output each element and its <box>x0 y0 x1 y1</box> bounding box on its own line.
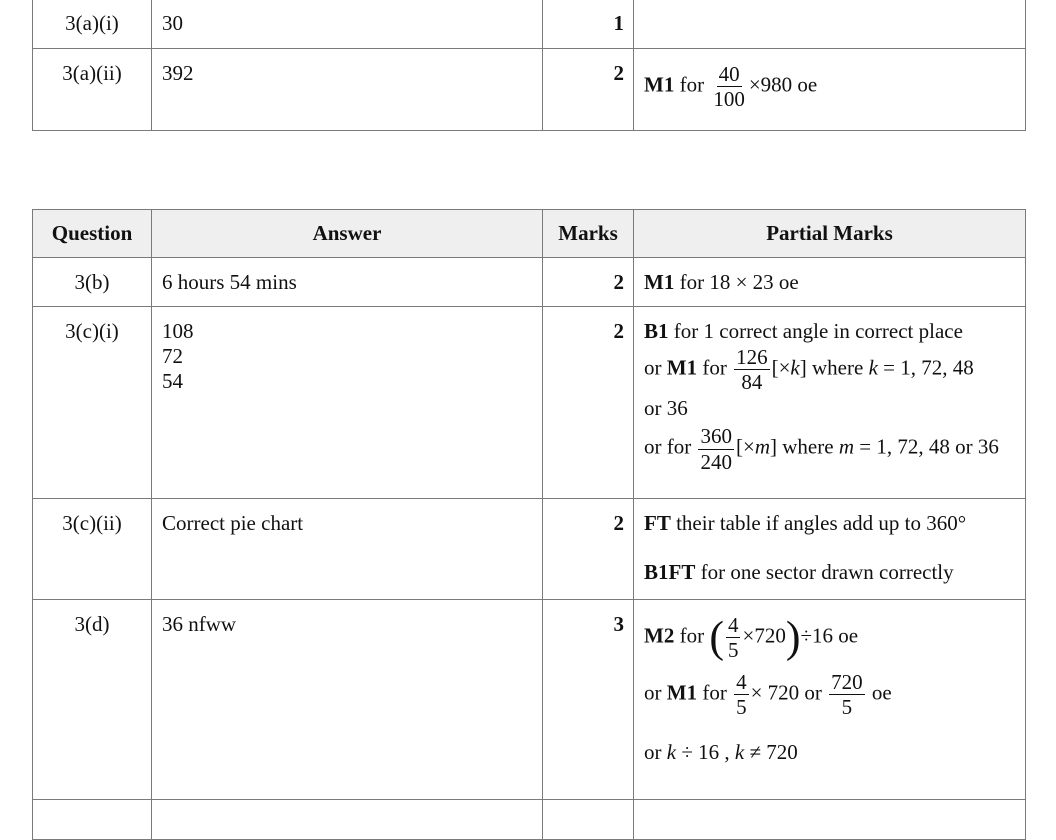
marks-cell: 2 <box>543 499 634 600</box>
question-cell: 3(b) <box>33 258 152 307</box>
mark-code: M1 <box>644 72 675 97</box>
header-answer: Answer <box>152 210 543 258</box>
fraction: $\frac{126}{84}$ <box>736 345 768 395</box>
partial-line: or M1 for $\frac{4}{5}$ × 720 or $\frac{720}{5}$ oe <box>644 670 892 720</box>
table-row <box>33 258 1026 307</box>
marks-cell: 2 <box>543 258 634 307</box>
partial-marks-cell <box>634 307 1026 499</box>
table-row <box>33 0 1026 49</box>
answer-cell: 6 hours 54 mins <box>152 258 543 307</box>
answer-cell: 108 72 54 <box>152 307 543 499</box>
fraction: $\frac{40}{100}$ <box>713 62 745 112</box>
mark-code: B1FT <box>644 560 696 585</box>
question-cell: 3(c)(i) <box>33 307 152 499</box>
mark-code: B1 <box>644 319 669 343</box>
mark-code: FT <box>644 511 671 535</box>
mark-code: M2 <box>644 623 675 648</box>
mark-code: M1 <box>666 680 698 705</box>
marks-cell: 2 <box>543 49 634 131</box>
partial-line: or 36 <box>644 396 688 421</box>
partial-line: M2 for ( $\frac{4}{5}$ ×720)÷16 oe <box>644 612 859 663</box>
table-row <box>33 499 1026 600</box>
partial-marks-cell <box>634 0 1026 49</box>
partial-line: or for $\frac{360}{240}$ [×m] where m = 1, 72, 48 or 36 <box>644 424 999 474</box>
answer-cell: Correct pie chart <box>152 499 543 600</box>
mark-code: M1 <box>666 355 698 380</box>
marks-cell: 1 <box>543 0 634 49</box>
partial-line: or M1 for $\frac{126}{84}$ [×k] where k = 1, 72, 48 <box>644 345 974 395</box>
header-marks: Marks <box>543 210 634 258</box>
partial-line: or k ÷ 16 , k ≠ 720 <box>644 740 798 765</box>
table-row <box>33 800 1026 840</box>
header-partial-marks: Partial Marks <box>634 210 1026 258</box>
answer-cell: 30 <box>152 0 543 49</box>
marks-cell: 2 <box>543 307 634 499</box>
fraction: $\frac{4}{5}$ <box>727 613 739 663</box>
partial-marks-cell <box>634 499 1026 600</box>
question-cell: 3(d) <box>33 600 152 800</box>
partial-marks-cell <box>634 600 1026 800</box>
fraction: $\frac{720}{5}$ <box>831 670 863 720</box>
answer-cell: 392 <box>152 49 543 131</box>
table-row <box>33 600 1026 800</box>
header-question: Question <box>33 210 152 258</box>
fraction: $\frac{360}{240}$ <box>700 424 732 474</box>
mark-code: M1 <box>644 270 675 294</box>
mark-scheme-table-continued <box>32 0 1026 131</box>
partial-line: B1FT for one sector drawn correctly <box>644 560 954 585</box>
header-row <box>33 210 1026 258</box>
mark-scheme-table <box>32 209 1026 840</box>
question-cell: 3(a)(ii) <box>33 49 152 131</box>
table-row <box>33 307 1026 499</box>
question-cell: 3(c)(ii) <box>33 499 152 600</box>
answer-cell: 36 nfww <box>152 600 543 800</box>
partial-marks-cell: M1 for 18 × 23 oe <box>634 258 1026 307</box>
fraction: $\frac{4}{5}$ <box>736 670 747 720</box>
marks-cell: 3 <box>543 600 634 800</box>
partial-line: B1 for 1 correct angle in correct place <box>644 319 963 343</box>
question-cell: 3(a)(i) <box>33 0 152 49</box>
partial-marks-cell: M1 for $\frac{40}{100}$ ×980 oe <box>634 49 1026 131</box>
table-row <box>33 49 1026 131</box>
partial-line: FT their table if angles add up to 360° <box>644 511 967 535</box>
